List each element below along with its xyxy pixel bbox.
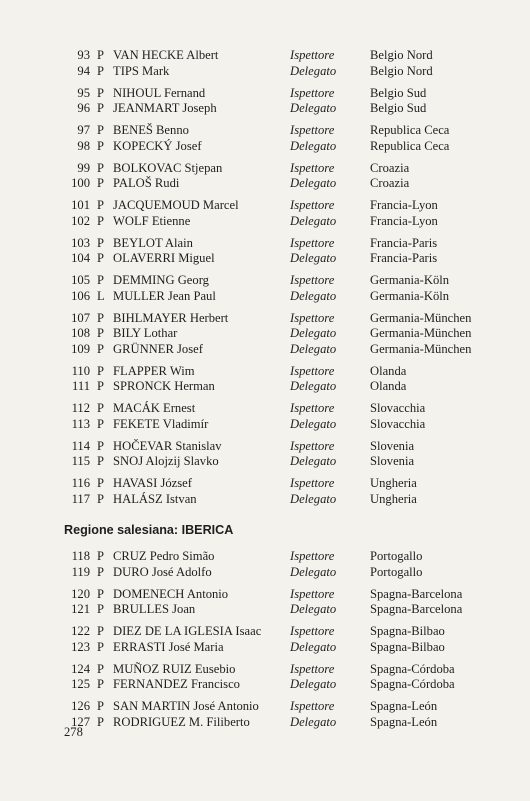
entry-number: 103 [71,235,90,250]
entry-role: Ispettore [290,661,335,676]
entry-name: CRUZ Pedro Simão [113,549,215,563]
entry-name: HALÁSZ Istvan [113,491,197,506]
entry-number: 100 [71,176,90,190]
entry-name: HAVASI József [113,476,192,490]
section-heading: Regione salesiana: IBERICA [64,523,234,537]
entry-province: Germania-Köln [370,288,450,303]
entry-role: Delegato [290,379,337,393]
entry-group [0,662,530,693]
entry-role: Delegato [290,454,337,468]
entry-name: VAN HECKE Albert [113,48,219,62]
entry-role: Ispettore [290,160,335,175]
list-item [0,86,530,102]
entry-name: SPRONCK Herman [113,379,215,393]
list-item [0,251,530,267]
entry-number: 108 [71,326,90,340]
list-section-iberica [0,549,530,730]
entry-province: Slovacchia [370,401,426,415]
list-item [0,677,530,693]
entry-province: Republica Ceca [370,138,450,153]
entry-number: 102 [71,213,90,228]
entry-role: Delegato [290,677,337,691]
entry-province: Ungheria [370,491,417,506]
entry-number: 117 [71,491,90,506]
entry-number: 105 [71,273,90,287]
entry-number: 118 [71,549,90,563]
entry-name: SNOJ Alojzij Slavko [113,454,219,468]
page-number: 278 [64,725,83,739]
entry-name: BOLKOVAC Stjepan [113,160,223,175]
entry-number: 127 [71,714,90,729]
list-item [0,326,530,342]
list-item [0,198,530,214]
list-item [0,624,530,640]
entry-province: Germania-München [370,341,472,356]
entry-number: 116 [71,476,90,490]
list-item [0,123,530,139]
entry-role: Delegato [290,251,337,265]
entry-name: MUÑOZ RUIZ Eusebio [113,661,236,676]
entry-number: 96 [77,101,90,115]
entry-role: Delegato [290,491,337,506]
entry-province: Francia-Lyon [370,198,438,212]
entry-type: P [97,602,105,616]
entry-name: FEKETE Vladimír [113,416,209,431]
entry-type: P [97,85,105,100]
entry-role: Delegato [290,288,337,303]
entry-province: Croazia [370,160,410,175]
entry-role: Ispettore [290,273,335,287]
entry-name: FLAPPER Wim [113,363,195,378]
list-item [0,64,530,80]
entry-province: Olanda [370,363,407,378]
list-item [0,417,530,433]
entry-province: Belgio Sud [370,101,427,115]
entry-role: Ispettore [290,438,335,453]
entry-role: Ispettore [290,363,335,378]
entry-province: Ungheria [370,476,417,490]
entry-number: 126 [71,699,90,713]
entry-group [0,624,530,655]
entry-type: P [97,714,105,729]
entry-group [0,476,530,507]
entry-type: P [97,379,105,393]
entry-number: 121 [71,602,90,616]
list-item [0,565,530,581]
entry-type: P [97,438,105,453]
entry-name: FERNANDEZ Francisco [113,677,240,691]
entry-province: Spagna-León [370,699,438,713]
list-item [0,492,530,508]
entry-role: Ispettore [290,476,335,490]
entry-type: P [97,101,105,115]
entry-role: Delegato [290,602,337,616]
entry-type: P [97,476,105,490]
entry-group [0,86,530,117]
entry-type: P [97,160,105,175]
list-item [0,379,530,395]
entry-role: Ispettore [290,85,335,100]
entry-type: P [97,273,105,287]
entry-number: 95 [77,85,90,100]
entry-name: MACÁK Ernest [113,401,196,415]
entry-role: Ispettore [290,198,335,212]
entry-name: BIHLMAYER Herbert [113,310,229,325]
entry-role: Delegato [290,639,337,654]
list-item [0,401,530,417]
entry-name: JACQUEMOUD Marcel [113,198,239,212]
list-item [0,602,530,618]
entry-role: Ispettore [290,401,335,415]
entry-group [0,198,530,229]
entry-role: Delegato [290,176,337,190]
entry-role: Delegato [290,416,337,431]
list-item [0,439,530,455]
entry-province: Slovenia [370,454,415,468]
list-item [0,364,530,380]
entry-name: PALOŠ Rudi [113,176,180,190]
entry-province: Slovacchia [370,416,426,431]
entry-group [0,48,530,79]
entry-province: Spagna-Córdoba [370,677,455,691]
entry-type: P [97,341,105,356]
entry-type: P [97,251,105,265]
entry-number: 124 [71,661,90,676]
entry-type: P [97,176,105,190]
entry-role: Delegato [290,213,337,228]
list-item [0,311,530,327]
entry-number: 111 [72,379,90,393]
entry-name: BEYLOT Alain [113,235,193,250]
list-item [0,48,530,64]
entry-name: BRULLES Joan [113,602,196,616]
entry-province: Germania-München [370,326,472,340]
entry-group [0,123,530,154]
entry-number: 107 [71,310,90,325]
entry-name: RODRIGUEZ M. Filiberto [113,714,250,729]
entry-type: P [97,454,105,468]
entry-number: 112 [71,401,90,415]
entry-type: P [97,138,105,153]
entry-number: 106 [71,288,90,303]
entry-name: NIHOUL Fernand [113,85,206,100]
entry-province: Francia-Paris [370,235,438,250]
entry-province: Spagna-Bilbao [370,624,445,638]
entry-number: 94 [77,63,90,78]
entry-type: P [97,661,105,676]
entry-group [0,549,530,580]
list-item [0,549,530,565]
entry-type: P [97,699,105,713]
entry-number: 99 [77,160,90,175]
entry-type: P [97,549,105,563]
entry-province: Portogallo [370,549,423,563]
entry-number: 115 [71,454,90,468]
entry-role: Ispettore [290,310,335,325]
entry-type: P [97,213,105,228]
entry-role: Ispettore [290,699,335,713]
entry-number: 120 [71,586,90,601]
entry-province: Spagna-Barcelona [370,586,463,601]
entry-role: Ispettore [290,624,335,638]
entry-role: Delegato [290,138,337,153]
entry-number: 122 [71,624,90,638]
entry-role: Delegato [290,341,337,356]
entry-group [0,401,530,432]
entry-type: P [97,63,105,78]
entry-role: Delegato [290,326,337,340]
entry-province: Germania-Köln [370,273,450,287]
entry-province: Francia-Paris [370,251,438,265]
list-item [0,587,530,603]
entry-name: BILY Lothar [113,326,178,340]
entry-type: P [97,123,105,137]
list-item [0,662,530,678]
entry-name: TIPS Mark [113,63,170,78]
entry-group [0,236,530,267]
entry-type: P [97,491,105,506]
list-item [0,161,530,177]
list-item [0,176,530,192]
entry-province: Olanda [370,379,407,393]
entry-role: Delegato [290,101,337,115]
entry-name: SAN MARTIN José Antonio [113,699,259,713]
entry-province: Portogallo [370,564,423,579]
entry-name: KOPECKÝ Josef [113,138,202,153]
entry-name: WOLF Etienne [113,213,191,228]
entry-type: P [97,363,105,378]
entry-province: Belgio Nord [370,48,433,62]
entry-type: P [97,401,105,415]
list-item [0,214,530,230]
entry-name: OLAVERRI Miguel [113,251,215,265]
member-list [0,48,530,737]
entry-name: DEMMING Georg [113,273,209,287]
entry-number: 109 [71,341,90,356]
entry-role: Delegato [290,714,337,729]
entry-province: Spagna-Córdoba [370,661,455,676]
entry-type: P [97,639,105,654]
entry-province: Germania-München [370,310,472,325]
entry-province: Belgio Sud [370,85,427,100]
entry-role: Ispettore [290,586,335,601]
entry-number: 93 [77,48,90,62]
entry-group [0,364,530,395]
entry-type: P [97,586,105,601]
entry-name: MULLER Jean Paul [113,288,216,303]
list-item [0,236,530,252]
entry-number: 123 [71,639,90,654]
entry-role: Ispettore [290,123,335,137]
entry-type: P [97,416,105,431]
list-item [0,342,530,358]
list-item [0,699,530,715]
entry-name: DURO José Adolfo [113,564,212,579]
entry-province: Belgio Nord [370,63,433,78]
entry-name: GRÜNNER Josef [113,341,203,356]
entry-type: P [97,564,105,579]
entry-province: Croazia [370,176,410,190]
entry-role: Delegato [290,63,337,78]
list-item [0,476,530,492]
entry-name: DOMENECH Antonio [113,586,229,601]
list-item [0,139,530,155]
entry-group [0,439,530,470]
entry-name: ERRASTI José Maria [113,639,224,654]
entry-number: 125 [71,677,90,691]
list-item [0,101,530,117]
entry-number: 119 [71,564,90,579]
entry-group [0,161,530,192]
entry-name: HOČEVAR Stanislav [113,438,222,453]
list-item [0,454,530,470]
entry-province: Spagna-Barcelona [370,602,463,616]
entry-type: P [97,198,105,212]
entry-number: 101 [71,198,90,212]
entry-number: 113 [71,416,90,431]
entry-province: Slovenia [370,438,415,453]
entry-type: P [97,48,105,62]
entry-province: Spagna-León [370,714,438,729]
entry-province: Republica Ceca [370,123,450,137]
entry-role: Ispettore [290,549,335,563]
entry-role: Ispettore [290,48,335,62]
entry-group [0,311,530,358]
entry-name: JEANMART Joseph [113,101,217,115]
entry-province: Francia-Lyon [370,213,438,228]
list-item [0,289,530,305]
entry-type: P [97,624,105,638]
entry-type: P [97,310,105,325]
entry-province: Spagna-Bilbao [370,639,445,654]
entry-role: Ispettore [290,235,335,250]
entry-number: 104 [71,251,90,265]
list-item [0,273,530,289]
entry-name: BENEŠ Benno [113,123,189,137]
entry-number: 98 [77,138,90,153]
entry-type: L [97,288,105,303]
entry-number: 97 [77,123,90,137]
list-item [0,640,530,656]
entry-type: P [97,326,105,340]
entry-name: DIEZ DE LA IGLESIA Isaac [113,624,262,638]
entry-role: Delegato [290,564,337,579]
entry-number: 110 [71,363,90,378]
list-section-top [0,48,530,507]
entry-type: P [97,235,105,250]
entry-number: 114 [71,438,90,453]
entry-group [0,273,530,304]
entry-type: P [97,677,105,691]
entry-group [0,587,530,618]
